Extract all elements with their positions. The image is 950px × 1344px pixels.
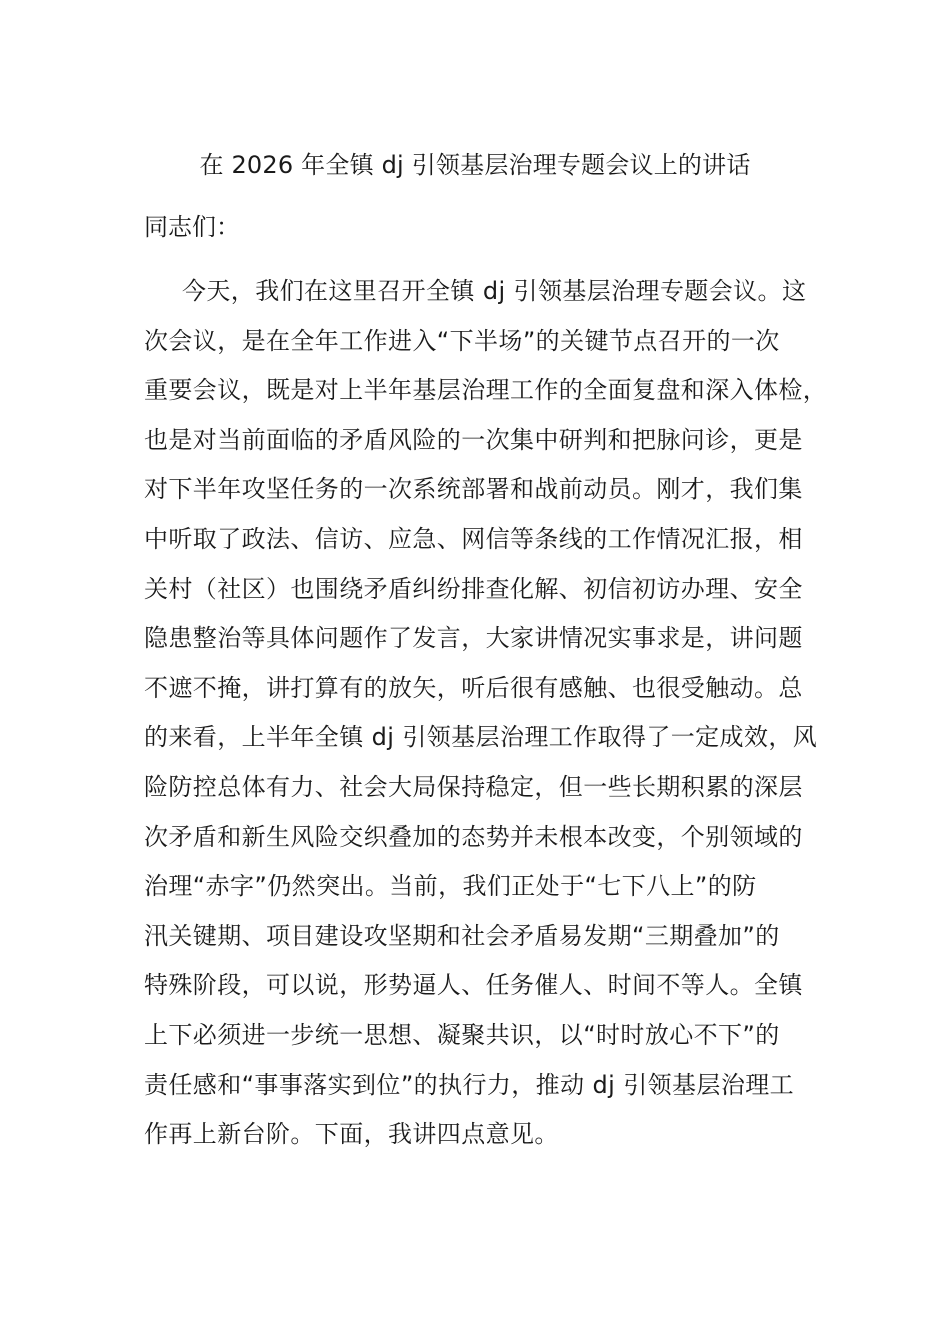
paragraph-line: 不遮不掩，讲打算有的放矢，听后很有感触、也很受触动。总 [144, 673, 803, 702]
paragraph-line: 次矛盾和新生风险交织叠加的态势并未根本改变，个别领域的 [144, 822, 803, 851]
paragraph-body [144, 271, 828, 1164]
paragraph-line: 今天，我们在这里召开全镇 dj 引领基层治理专题会议。这 [182, 277, 807, 305]
paragraph-line: 重要会议，既是对上半年基层治理工作的全面复盘和深入体检， [144, 376, 828, 405]
salutation: 同志们： [144, 213, 240, 241]
paragraph-line: 险防控总体有力、社会大局保持稳定，但一些长期积累的深层 [144, 772, 803, 801]
paragraph-line: 隐患整治等具体问题作了发言，大家讲情况实事求是，讲问题 [144, 624, 803, 653]
paragraph-line: 汛关键期、项目建设攻坚期和社会矛盾易发期“三期叠加”的 [144, 921, 780, 950]
paragraph-line: 也是对当前面临的矛盾风险的一次集中研判和把脉问诊，更是 [144, 425, 803, 454]
paragraph-line: 作再上新台阶。下面，我讲四点意见。 [144, 1120, 559, 1149]
paragraph-line: 治理“赤字”仍然突出。当前，我们正处于“七下八上”的防 [144, 872, 757, 901]
paragraph-line: 责任感和“事事落实到位”的执行力，推动 dj 引领基层治理工 [144, 1070, 795, 1099]
paragraph-line: 对下半年攻坚任务的一次系统部署和战前动员。刚才，我们集 [144, 475, 803, 504]
paragraph-line: 关村（社区）也围绕矛盾纠纷排查化解、初信初访办理、安全 [144, 574, 803, 603]
paragraph-line: 中听取了政法、信访、应急、网信等条线的工作情况汇报，相 [144, 524, 803, 553]
document-title: 在 2026 年全镇 dj 引领基层治理专题会议上的讲话 [199, 151, 751, 179]
paragraph-line: 上下必须进一步统一思想、凝聚共识，以“时时放心不下”的 [144, 1020, 780, 1049]
paragraph-line: 特殊阶段，可以说，形势逼人、任务催人、时间不等人。全镇 [144, 971, 803, 1000]
paragraph-line: 次会议，是在全年工作进入“下半场”的关键节点召开的一次 [144, 326, 780, 355]
paragraph-line: 的来看，上半年全镇 dj 引领基层治理工作取得了一定成效，风 [144, 723, 818, 752]
